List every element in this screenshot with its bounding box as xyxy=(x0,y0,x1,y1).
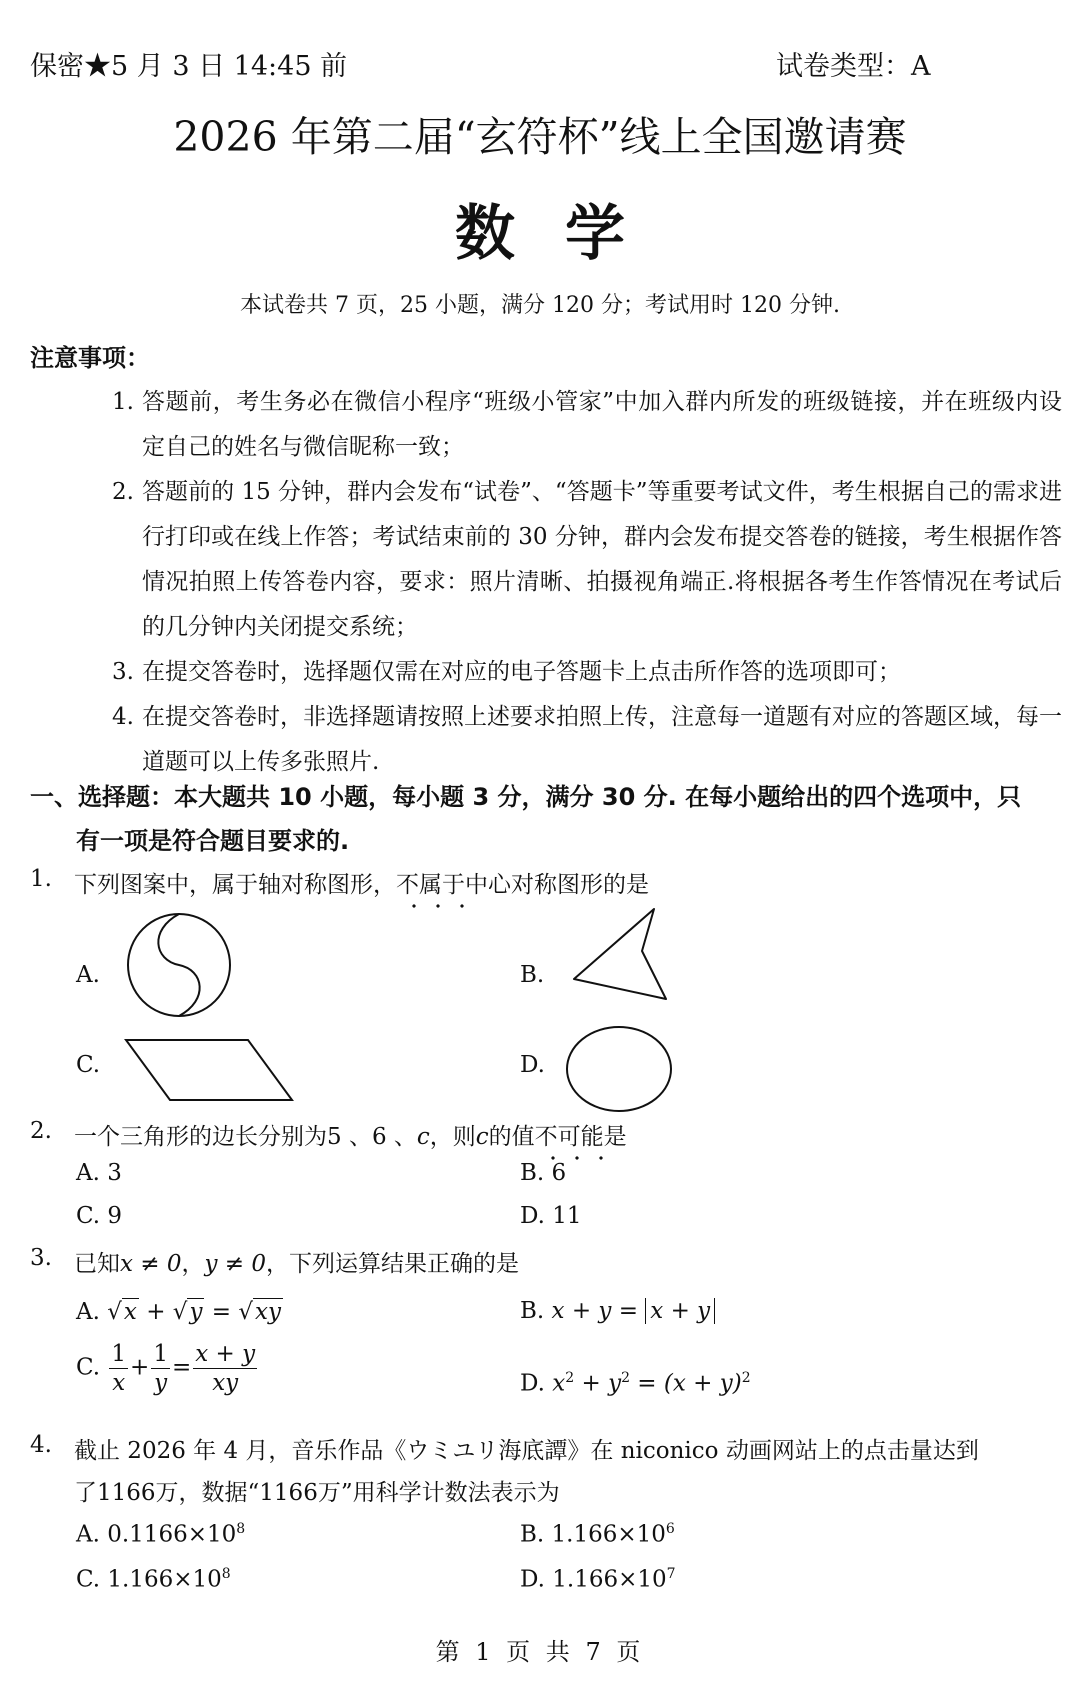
q4-option-label: B. xyxy=(520,1521,545,1548)
exam-title: 2026 年第二届“玄符杯”线上全国邀请赛 xyxy=(173,113,907,161)
note-number: 3. xyxy=(112,659,134,685)
q4-option-mantissa: 1.166×10 xyxy=(551,1521,666,1548)
q3-sqrt-x: x xyxy=(123,1299,137,1325)
q4-option-label: A. xyxy=(76,1521,100,1548)
q4-option-c xyxy=(76,1566,231,1593)
notes-heading: 注意事项： xyxy=(30,344,150,372)
q3-d-x: x xyxy=(552,1370,566,1397)
q2-text-b: ，则 xyxy=(429,1124,476,1150)
notes-list xyxy=(112,380,1062,785)
q4-option-mantissa: 1.166×10 xyxy=(107,1566,222,1593)
q3-eq: = xyxy=(211,1299,232,1325)
section-one-line2: 有一项是符合题目要求的. xyxy=(76,827,350,855)
q2-var-c-2: c xyxy=(475,1124,489,1150)
dart-shape xyxy=(574,909,666,999)
q4-option-exponent: 8 xyxy=(221,1566,231,1582)
frac-1-over-y xyxy=(151,1340,170,1397)
note-item xyxy=(112,470,1062,650)
q3-option-c xyxy=(76,1340,259,1397)
q4-number: 4. xyxy=(30,1432,52,1458)
q3-option-d xyxy=(520,1370,751,1397)
sqrt-symbol: √ xyxy=(238,1299,253,1325)
q4-option-label: D. xyxy=(520,1566,545,1593)
q3-d-eq: = xyxy=(637,1370,657,1397)
note-item xyxy=(112,650,1062,695)
q4-option-label: C. xyxy=(76,1566,101,1593)
q2-option-a: A. 3 xyxy=(76,1160,122,1186)
note-text: 答题前的 15 分钟，群内会发布“试卷”、“答题卡”等重要考试文件，考生根据自己的需求进行打印或在线上作答；考试结束前的 30 分钟，群内会发布提交答卷的链接，考生根据作答情况拍照上传答卷内容，要求：照片清晰、拍摄视角端正.将根据各考生作答情况在考试后的几分钟内关闭提交系统； xyxy=(142,479,1062,640)
note-number: 1. xyxy=(112,389,134,415)
q3-d-exp2: 2 xyxy=(621,1370,630,1386)
q1-stem xyxy=(74,866,649,899)
s-curve xyxy=(158,914,199,1016)
q3-sqrt-xy: xy xyxy=(255,1299,281,1325)
q2-emphasis: 不可能 xyxy=(534,1124,604,1150)
q3-b-abs: x + y xyxy=(645,1298,715,1324)
q1-option-d-label: D. xyxy=(520,1052,545,1078)
q1-option-b-figure xyxy=(568,905,688,1005)
frac-xpy-over-xy xyxy=(193,1340,257,1397)
q3-stem xyxy=(74,1245,519,1278)
note-text: 答题前，考生务必在微信小程序“班级小管家”中加入群内所发的班级链接，并在班级内设定自己的姓名与微信昵称一致； xyxy=(142,389,1062,460)
q4-option-mantissa: 1.166×10 xyxy=(552,1566,667,1593)
section-one-heading xyxy=(30,775,1060,863)
sqrt-symbol: √ xyxy=(172,1299,188,1325)
note-item xyxy=(112,380,1062,470)
q3-d-exp1: 2 xyxy=(565,1370,575,1386)
q1-option-a-label: A. xyxy=(76,962,100,988)
frac-1-over-x xyxy=(109,1340,128,1397)
q4-option-exponent: 8 xyxy=(236,1521,246,1537)
q1-emphasis: 不属于 xyxy=(396,872,465,898)
q4-option-b xyxy=(520,1521,675,1548)
q3-option-b xyxy=(520,1298,715,1324)
q1-option-c-label: C. xyxy=(76,1052,101,1078)
q3-c-plus: + xyxy=(130,1354,150,1381)
q3-option-b-label: B. xyxy=(520,1298,545,1324)
note-text: 在提交答卷时，选择题仅需在对应的电子答题卡上点击所作答的选项即可； xyxy=(142,659,901,685)
q3-plus: + xyxy=(146,1299,166,1325)
q3-option-a xyxy=(76,1298,283,1325)
q4-line1: 截止 2026 年 4 月，音乐作品《ウミユリ海底譚》在 niconico 动画网站上的点击量达到 xyxy=(74,1438,979,1464)
frac-num: 1 xyxy=(153,1341,168,1367)
q3-d-plus: + xyxy=(581,1370,601,1397)
q2-text-a: 一个三角形的边长分别为5 、6 、 xyxy=(74,1124,417,1150)
note-number: 2. xyxy=(112,479,134,505)
q3-number: 3. xyxy=(30,1245,52,1271)
frac-den: x xyxy=(112,1370,126,1396)
q2-option-c: C. 9 xyxy=(76,1203,123,1229)
q3-d-rhs: (x + y) xyxy=(663,1370,742,1397)
q3-d-exp3: 2 xyxy=(741,1370,751,1386)
q3-c-eq: = xyxy=(171,1354,192,1381)
q3-sqrt-y: y xyxy=(189,1299,203,1325)
q1-option-d-figure xyxy=(564,1024,674,1114)
q2-option-d: D. 11 xyxy=(520,1203,582,1229)
subject-title: 数学 xyxy=(455,199,675,269)
q1-text-b: 中心对称图形的是 xyxy=(465,872,649,898)
frac-num: x + y xyxy=(195,1341,256,1367)
q3-option-a-label: A. xyxy=(76,1299,100,1325)
q4-line2: 了1166万，数据“1166万”用科学计数法表示为 xyxy=(74,1480,560,1506)
q1-number: 1. xyxy=(30,866,52,892)
q1-text-a: 下列图案中，属于轴对称图形， xyxy=(74,872,396,898)
q2-option-b: B. 6 xyxy=(520,1160,567,1186)
sqrt-symbol: √ xyxy=(107,1299,122,1325)
q3-option-d-label: D. xyxy=(520,1370,545,1397)
note-number: 4. xyxy=(112,704,134,730)
q3-text-b: ，下列运算结果正确的是 xyxy=(266,1251,520,1277)
q3-cond-x: x ≠ 0 xyxy=(120,1251,182,1277)
q3-sep: ， xyxy=(181,1251,205,1277)
q4-option-mantissa: 0.1166×10 xyxy=(107,1521,237,1548)
q4-option-d xyxy=(520,1566,676,1593)
paper-type-label: 试卷类型：A xyxy=(776,51,931,82)
q3-b-lhs: x + y xyxy=(551,1298,612,1324)
q4-option-a xyxy=(76,1521,245,1548)
q3-text-a: 已知 xyxy=(74,1251,120,1277)
parallelogram-shape xyxy=(126,1040,292,1100)
q3-option-c-label: C. xyxy=(76,1354,101,1381)
q4-option-exponent: 6 xyxy=(665,1521,675,1537)
exam-intro: 本试卷共 7 页，25 小题，满分 120 分；考试用时 120 分钟. xyxy=(240,293,840,318)
q2-stem xyxy=(74,1118,627,1151)
frac-num: 1 xyxy=(111,1341,127,1367)
q2-text-c: 的值 xyxy=(488,1124,535,1150)
q1-option-a-figure xyxy=(124,910,234,1020)
note-item xyxy=(112,695,1062,785)
section-one-line1: 一、选择题：本大题共 10 小题，每小题 3 分，满分 30 分. 在每小题给出的四个选项中，只 xyxy=(30,783,1022,811)
q1-option-c-figure xyxy=(124,1038,294,1102)
q2-text-d: 是 xyxy=(603,1124,627,1150)
q2-var-c: c xyxy=(416,1124,430,1150)
q4-option-exponent: 7 xyxy=(666,1566,676,1582)
frac-den: xy xyxy=(212,1370,239,1396)
q3-b-eq: = xyxy=(618,1298,638,1324)
q3-d-y: y xyxy=(608,1370,622,1397)
note-text: 在提交答卷时，非选择题请按照上述要求拍照上传，注意每一道题有对应的答题区域，每一道题可以上传多张照片. xyxy=(142,704,1062,775)
frac-den: y xyxy=(154,1370,168,1396)
q1-option-b-label: B. xyxy=(520,962,545,988)
q2-number: 2. xyxy=(30,1118,52,1144)
page-footer: 第 1 页 共 7 页 xyxy=(435,1638,645,1666)
confidential-label: 保密★5 月 3 日 14:45 前 xyxy=(30,51,348,82)
ellipse-shape xyxy=(567,1027,671,1111)
q3-cond-y: y ≠ 0 xyxy=(204,1251,267,1277)
